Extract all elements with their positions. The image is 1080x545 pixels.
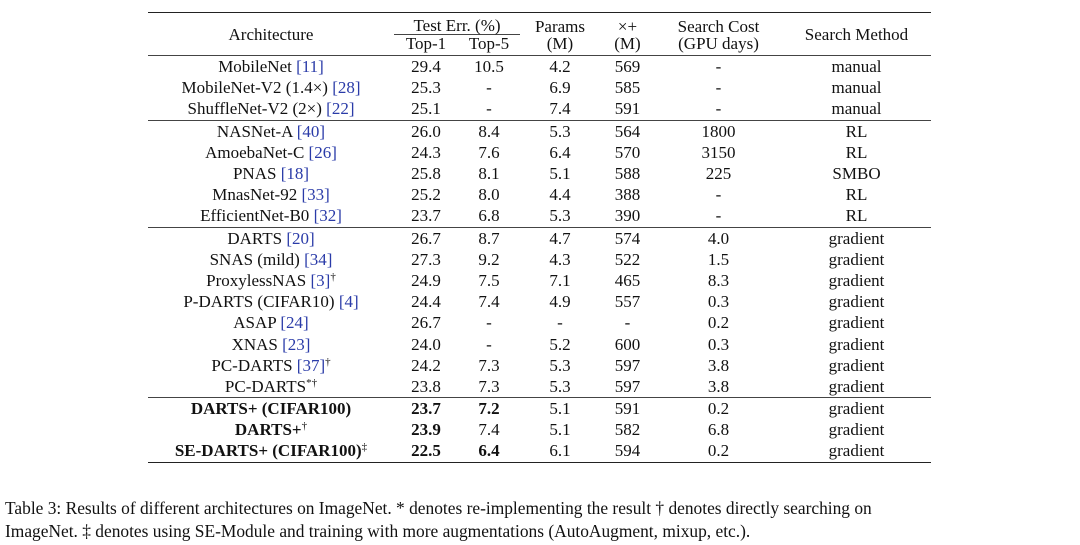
cell-top1: 24.0: [411, 334, 441, 354]
cell-top1: 23.9: [411, 420, 441, 440]
cell-flops: 591: [614, 99, 641, 119]
footnote-marker: †: [301, 420, 308, 433]
cell-top5: -: [486, 313, 492, 333]
cell-search-cost: 8.3: [707, 270, 730, 290]
results-table: [148, 12, 931, 463]
cell-flops: 582: [614, 420, 641, 440]
architecture-name: DARTS+: [234, 420, 302, 440]
cell-search-cost: 0.3: [707, 334, 730, 354]
table-row: [148, 56, 931, 78]
cell-search-method: manual: [831, 99, 882, 119]
cell-architecture: [148, 376, 394, 398]
table-row: [148, 398, 931, 420]
cell-search-method: gradient: [828, 420, 885, 440]
table-row: [148, 205, 931, 227]
cell-search-cost: -: [715, 78, 722, 98]
cell-top1: 24.9: [411, 270, 441, 290]
cell-params: 6.9: [549, 78, 571, 98]
cell-architecture: [148, 163, 394, 184]
cell-top1: 25.1: [411, 99, 441, 119]
cell-search-method: gradient: [782, 440, 931, 462]
table-row: [148, 98, 931, 120]
cell-params: 4.7: [520, 227, 600, 249]
cell-flops: 564: [600, 120, 655, 142]
caption-line-1: Table 3: Results of different architectures on ImageNet. * denotes re-implementing the result † denotes directly searching on: [5, 498, 872, 518]
cell-top5: 7.6: [478, 142, 500, 162]
cell-top5: 8.0: [478, 185, 500, 205]
architecture-name: AmoebaNet-C: [205, 142, 309, 162]
cell-params: 5.1: [520, 398, 600, 420]
cell-top5: 7.3: [478, 376, 500, 396]
architecture-name: ProxylessNAS: [206, 270, 311, 290]
cell-params: 5.1: [549, 164, 571, 184]
cell-search-cost: 0.3: [707, 292, 730, 312]
cell-search-method: RL: [845, 142, 868, 162]
table-row: [148, 270, 931, 291]
cell-architecture: [148, 291, 394, 312]
cell-architecture: [148, 142, 394, 163]
cell-search-cost: 225: [705, 164, 732, 184]
cell-architecture: [148, 120, 394, 142]
cell-top1: 22.5: [394, 440, 458, 462]
architecture-name: DARTS+ (CIFAR100): [190, 399, 352, 419]
cell-flops: 557: [614, 292, 641, 312]
cell-top1: 29.4: [394, 56, 458, 78]
footnote-marker: ‡: [361, 441, 368, 454]
cell-architecture: [148, 270, 394, 291]
col-header-test-err: Test Err. (%): [394, 13, 520, 35]
cell-flops: 522: [614, 249, 641, 269]
architecture-name: EfficientNet-B0: [200, 206, 314, 226]
cell-architecture: [148, 56, 394, 78]
cell-top5: 8.7: [458, 227, 520, 249]
architecture-name: MobileNet: [218, 57, 297, 77]
cell-architecture: [148, 205, 394, 227]
citation-link[interactable]: [3]: [310, 270, 331, 290]
cell-top5: -: [486, 334, 492, 354]
cell-flops: -: [624, 313, 631, 333]
col-header-top5: Top-5: [468, 34, 510, 53]
cell-architecture: [148, 184, 394, 205]
table-row: [148, 120, 931, 142]
table-caption: [5, 497, 1079, 543]
col-header-flops-unit: (M): [614, 33, 641, 53]
cell-top5: 6.8: [478, 206, 500, 226]
cell-flops: 465: [614, 270, 641, 290]
table-row: [148, 142, 931, 163]
cell-top1: 23.8: [411, 376, 441, 396]
cell-search-method: gradient: [828, 270, 885, 290]
cell-flops: 388: [614, 185, 641, 205]
cell-architecture: [148, 249, 394, 270]
architecture-name: PNAS: [232, 164, 281, 184]
citation-link[interactable]: [40]: [296, 121, 326, 141]
cell-search-cost: 1800: [655, 120, 782, 142]
cell-search-method: gradient: [828, 249, 885, 269]
cell-architecture: [148, 312, 394, 333]
cell-search-cost: -: [715, 206, 722, 226]
cell-search-method: gradient: [828, 292, 885, 312]
cell-top5: 7.4: [478, 292, 500, 312]
cell-search-method: gradient: [828, 334, 885, 354]
cell-top5: 8.4: [458, 120, 520, 142]
citation-link[interactable]: [23]: [282, 334, 311, 354]
architecture-name: XNAS: [231, 334, 283, 354]
table-row: [148, 376, 931, 398]
architecture-name: DARTS: [227, 228, 287, 248]
citation-link[interactable]: [34]: [304, 249, 333, 269]
caption-line-2: ImageNet. ‡ denotes using SE-Module and training with more augmentations (AutoAugment, mixup, etc.).: [5, 521, 751, 541]
cell-architecture: [148, 355, 394, 376]
cell-architecture: [148, 227, 394, 249]
table-row: [148, 184, 931, 205]
cell-flops: 585: [614, 78, 641, 98]
cell-flops: 600: [614, 334, 641, 354]
cell-architecture: [148, 398, 394, 420]
cell-top5: 6.4: [458, 440, 520, 462]
col-header-flops: ×+: [600, 13, 655, 35]
architecture-name: PC-DARTS: [211, 355, 297, 375]
architecture-name: MobileNet-V2 (1.4×): [181, 78, 333, 98]
cell-top5: 7.4: [478, 420, 500, 440]
cell-top5: 9.2: [478, 249, 500, 269]
table-row: [148, 355, 931, 376]
footnote-marker: *†: [306, 376, 318, 389]
cell-params: 6.1: [520, 440, 600, 462]
cell-search-method: RL: [845, 206, 868, 226]
cell-search-method: gradient: [782, 398, 931, 420]
cell-top1: 24.2: [411, 355, 441, 375]
table-row: [148, 163, 931, 184]
cell-architecture: [148, 440, 394, 462]
cell-flops: 594: [600, 440, 655, 462]
cell-flops: 390: [614, 206, 641, 226]
citation-link[interactable]: [20]: [286, 228, 315, 248]
table-row: [148, 419, 931, 440]
cell-params: 4.4: [549, 185, 571, 205]
cell-top1: 23.7: [394, 398, 458, 420]
col-header-top1: Top-1: [405, 34, 447, 53]
cell-search-cost: 0.2: [655, 440, 782, 462]
architecture-name: ASAP: [233, 313, 281, 333]
cell-top5: 8.1: [478, 164, 500, 184]
cell-top1: 25.2: [411, 185, 441, 205]
cell-params: 5.3: [549, 206, 571, 226]
cell-architecture: [148, 98, 394, 120]
architecture-name: P-DARTS (CIFAR10): [183, 292, 339, 312]
cell-params: 5.3: [549, 376, 571, 396]
architecture-name: SNAS (mild): [209, 249, 305, 269]
col-header-search-method: Search Method: [782, 13, 931, 56]
architecture-name: NASNet-A: [216, 121, 297, 141]
cell-top1: 27.3: [411, 249, 441, 269]
cell-search-cost: 3.8: [707, 376, 730, 396]
table-row: [148, 440, 931, 462]
architecture-name: ShuffleNet-V2 (2×): [187, 99, 327, 119]
citation-link[interactable]: [26]: [308, 142, 337, 162]
cell-flops: 588: [614, 164, 641, 184]
cell-params: 5.3: [520, 120, 600, 142]
col-header-search-cost: Search Cost: [655, 13, 782, 35]
col-header-params: Params: [520, 13, 600, 35]
citation-link[interactable]: [11]: [296, 57, 324, 77]
col-header-params-unit: (M): [546, 33, 574, 53]
architecture-name: MnasNet-92: [212, 185, 302, 205]
cell-top1: 25.8: [411, 164, 441, 184]
cell-search-cost: -: [715, 185, 722, 205]
cell-params: 5.2: [549, 334, 571, 354]
cell-params: 7.4: [549, 99, 571, 119]
cell-top5: 7.3: [478, 355, 500, 375]
table-row: [148, 291, 931, 312]
cell-search-method: manual: [831, 78, 882, 98]
citation-link[interactable]: [37]: [296, 355, 326, 375]
cell-search-cost: 3150: [701, 142, 736, 162]
citation-link[interactable]: [4]: [338, 292, 359, 312]
cell-search-cost: 4.0: [655, 227, 782, 249]
cell-flops: 569: [600, 56, 655, 78]
cell-top5: 7.2: [458, 398, 520, 420]
cell-architecture: [148, 333, 394, 354]
cell-search-cost: 0.2: [655, 398, 782, 420]
table-row: [148, 312, 931, 333]
cell-search-cost: 1.5: [707, 249, 730, 269]
cell-search-method: RL: [782, 120, 931, 142]
cell-search-method: SMBO: [832, 164, 881, 184]
footnote-marker: †: [330, 270, 336, 283]
col-header-architecture: Architecture: [148, 13, 394, 56]
table-row: [148, 77, 931, 98]
architecture-name: PC-DARTS: [224, 376, 307, 396]
cell-search-method: manual: [782, 56, 931, 78]
cell-architecture: [148, 419, 394, 440]
citation-link[interactable]: [28]: [332, 78, 361, 98]
table-row: [148, 249, 931, 270]
cell-params: 4.9: [549, 292, 571, 312]
cell-search-method: gradient: [828, 313, 885, 333]
cell-search-cost: 3.8: [707, 355, 730, 375]
cell-search-method: gradient: [782, 227, 931, 249]
cell-flops: 597: [614, 355, 641, 375]
cell-params: 5.1: [549, 420, 571, 440]
cell-top1: 24.4: [411, 292, 441, 312]
citation-link[interactable]: [33]: [301, 185, 330, 205]
cell-search-cost: -: [655, 56, 782, 78]
cell-flops: 591: [600, 398, 655, 420]
cell-search-cost: 0.2: [707, 313, 730, 333]
col-header-search-cost-unit: (GPU days): [678, 33, 759, 53]
cell-search-method: gradient: [828, 376, 885, 396]
cell-flops: 597: [614, 376, 641, 396]
cell-search-method: gradient: [828, 355, 885, 375]
cell-top1: 26.0: [394, 120, 458, 142]
cell-search-cost: -: [715, 99, 722, 119]
cell-top1: 26.7: [394, 227, 458, 249]
citation-link[interactable]: [32]: [313, 206, 342, 226]
cell-top5: -: [486, 78, 492, 98]
cell-top5: 10.5: [458, 56, 520, 78]
cell-top1: 25.3: [411, 78, 441, 98]
cell-params: 4.2: [520, 56, 600, 78]
cell-params: 6.4: [549, 142, 571, 162]
cell-top1: 26.7: [411, 313, 441, 333]
architecture-name: SE-DARTS+ (CIFAR100): [174, 441, 362, 461]
table-row: [148, 227, 931, 249]
cell-top5: 7.5: [478, 270, 500, 290]
cell-search-method: RL: [845, 185, 868, 205]
cell-params: -: [557, 313, 563, 333]
cell-top1: 23.7: [411, 206, 441, 226]
table-body: [148, 56, 931, 463]
cell-params: 7.1: [549, 270, 571, 290]
cell-search-cost: 6.8: [707, 420, 730, 440]
cell-top1: 24.3: [411, 142, 441, 162]
citation-link[interactable]: [22]: [326, 99, 355, 119]
cell-params: 4.3: [549, 249, 571, 269]
cell-params: 5.3: [549, 355, 571, 375]
cell-top5: -: [486, 99, 492, 119]
citation-link[interactable]: [18]: [280, 164, 310, 184]
cell-architecture: [148, 77, 394, 98]
cell-flops: 574: [600, 227, 655, 249]
cell-flops: 570: [614, 142, 641, 162]
footnote-marker: †: [325, 355, 331, 368]
citation-link[interactable]: [24]: [280, 313, 309, 333]
table-row: [148, 333, 931, 354]
